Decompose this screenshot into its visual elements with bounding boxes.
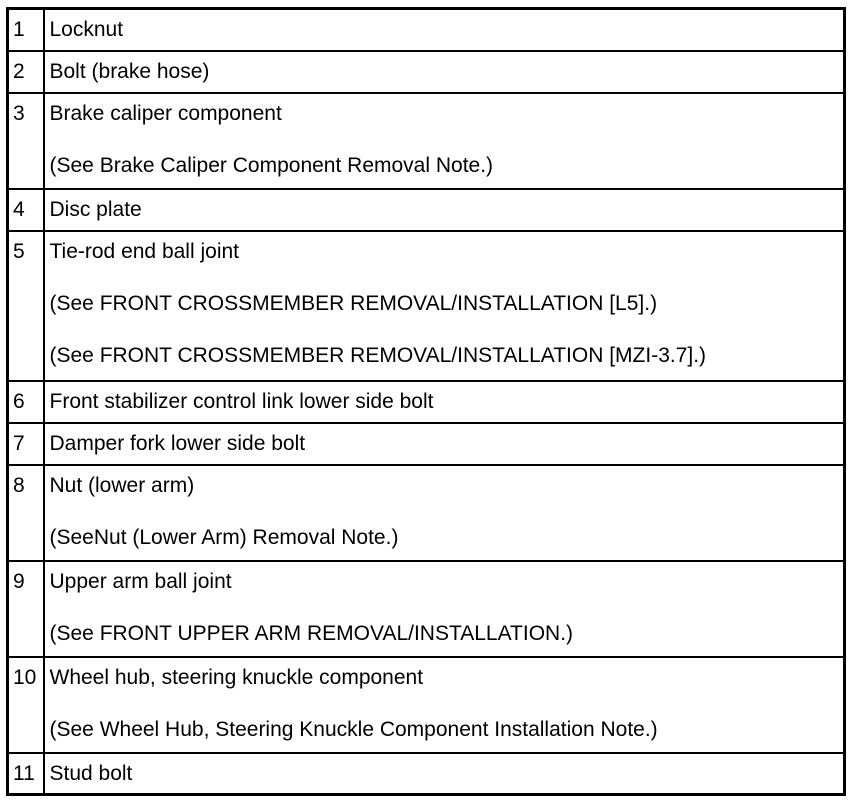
table-row [8,465,845,561]
row-description [44,381,845,423]
part-name: Bolt (brake hose) [49,59,210,83]
row-number: 7 [8,423,44,465]
part-name: Locknut [49,18,124,41]
table-row [8,93,845,189]
part-name: Upper arm ball joint [49,569,232,593]
table-row [8,189,845,231]
table-row [8,561,845,657]
part-name: Damper fork lower side bolt [49,431,306,455]
row-description [44,189,845,231]
table-row [8,9,845,51]
table-row [8,753,845,795]
parts-table [6,7,846,796]
table-row [8,657,845,753]
reference-note: (See FRONT CROSSMEMBER REMOVAL/INSTALLATION [MZI-3.7].) [49,343,707,367]
row-number: 10 [8,657,44,753]
part-name: Wheel hub, steering knuckle component [49,665,424,689]
row-description [44,423,845,465]
row-number: 9 [8,561,44,657]
row-number: 8 [8,465,44,561]
row-description [44,9,845,51]
row-description [44,657,845,753]
row-description [44,561,845,657]
row-description [44,93,845,189]
row-number: 4 [8,189,44,231]
row-number: 2 [8,51,44,93]
row-number: 5 [8,231,44,381]
part-name: Front stabilizer control link lower side bolt [49,389,434,413]
row-description [44,465,845,561]
table-row [8,423,845,465]
part-name: Disc plate [49,197,142,221]
row-description [44,753,845,795]
table-row [8,381,845,423]
table-row [8,51,845,93]
row-description [44,51,845,93]
part-name: Brake caliper component [49,101,282,125]
row-number: 3 [8,93,44,189]
row-number: 11 [8,753,44,795]
part-name: Nut (lower arm) [49,473,195,497]
part-name: Tie-rod end ball joint [49,239,239,263]
reference-note: (SeeNut (Lower Arm) Removal Note.) [49,525,399,549]
reference-note: (See Wheel Hub, Steering Knuckle Component Installation Note.) [49,717,658,741]
row-number: 1 [8,9,44,51]
row-number: 6 [8,381,44,423]
part-name: Stud bolt [49,761,133,785]
reference-note: (See FRONT CROSSMEMBER REMOVAL/INSTALLATION [L5].) [49,291,658,315]
reference-note: (See FRONT UPPER ARM REMOVAL/INSTALLATION.) [49,621,574,645]
reference-note: (See Brake Caliper Component Removal Note.) [49,153,494,177]
row-description [44,231,845,381]
table-row [8,231,845,381]
